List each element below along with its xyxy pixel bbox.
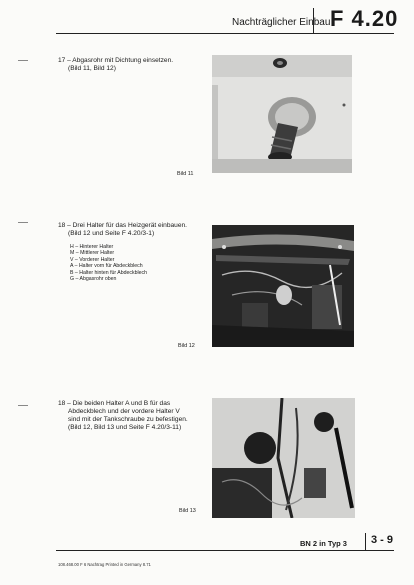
margin-mark [18,60,28,61]
step-text: Abdeckblech und der vordere Halter V [68,408,180,415]
footer-rule [56,550,394,551]
step-17 [58,57,198,73]
photo-bild-11 [212,55,352,173]
photo-bild-13 [212,398,355,518]
legend-item: B – Halter hinten für Abdeckblech [70,269,147,276]
caption-bild-11: Bild 11 [177,171,194,177]
bracket-legend [70,244,200,282]
photo-engine-bay [212,225,354,347]
footer-model: BN 2 in Typ 3 [300,539,347,548]
legend-item: A – Halter vorn für Abdeckblech [70,263,143,270]
legend-item: V – Vorderer Halter [70,256,115,263]
legend-item: M – Mittlerer Halter [70,250,115,257]
step-reference: (Bild 12 und Seite F 4.20/3-1) [68,230,155,237]
photo-exhaust-pipe [212,55,352,173]
step-reference: (Bild 11, Bild 12) [68,65,116,72]
step-18-mounting [58,400,208,432]
caption-bild-12: Bild 12 [178,343,195,349]
step-reference: (Bild 12, Bild 13 und Seite F 4.20/3-11) [68,424,182,431]
margin-mark [18,405,28,406]
caption-bild-13: Bild 13 [179,508,196,514]
margin-mark [18,222,28,223]
legend-item: H – Hinterer Halter [70,244,114,250]
print-line: 108.468.00 F 6 Nachtrag Printed in Germany 8.71 [58,562,151,567]
header-rule [56,33,394,34]
footer-divider [365,533,366,551]
step-18-brackets [58,222,208,238]
page-number: 3 - 9 [371,534,394,546]
photo-bild-12 [212,225,354,347]
photo-tank-area [212,398,355,518]
section-code: F 4.20 [330,6,399,31]
section-title: Nachträglicher Einbau [232,17,331,28]
step-text: sind mit der Tankschraube zu befestigen. [68,416,188,423]
legend-item: G – Abgasrohr oben [70,276,117,283]
step-text: 18 – Die beiden Halter A und B für das [58,400,171,407]
step-text: 17 – Abgasrohr mit Dichtung einsetzen. [58,57,174,64]
step-text: 18 – Drei Halter für das Heizgerät einbauen. [58,222,188,229]
